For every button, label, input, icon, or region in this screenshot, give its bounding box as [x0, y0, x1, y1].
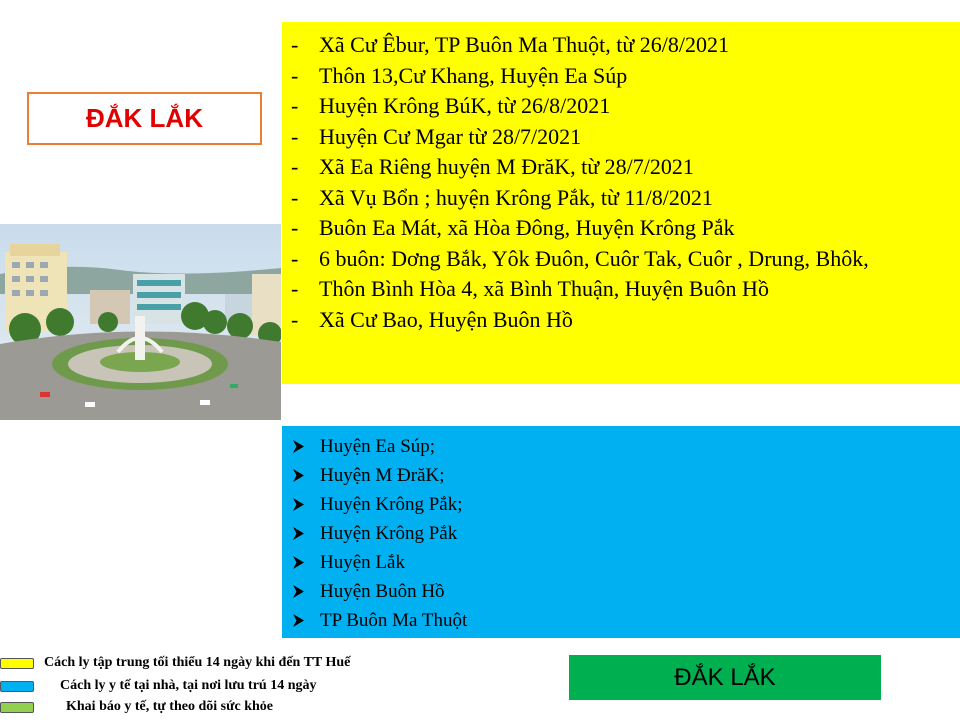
legend-swatch-green — [0, 702, 34, 713]
legend-label-blue: Cách ly y tế tại nhà, tại nơi lưu trú 14 ngày — [60, 678, 317, 693]
dash-bullet: - — [291, 184, 299, 210]
legend-row-green — [0, 696, 34, 718]
legend-swatch-blue — [0, 681, 34, 692]
list-item: - 6 buôn: Dơng Bắk, Yôk Đuôn, Cuôr Tak, Cuôr , Drung, Bhôk, — [282, 244, 940, 275]
dash-bullet: - — [291, 123, 299, 149]
arrow-bullet-icon — [292, 527, 305, 540]
list-item: Huyện Buôn Hồ — [282, 577, 960, 606]
dash-bullet: - — [291, 62, 299, 88]
legend-label-green: Khai báo y tế, tự theo dõi sức khỏe — [66, 699, 273, 714]
arrow-bullet-icon — [292, 556, 305, 569]
list-item: - Xã Vụ Bổn ; huyện Krông Pắk, từ 11/8/2021 — [282, 183, 940, 214]
legend-swatch-yellow — [0, 658, 34, 669]
arrow-bullet-icon — [292, 498, 305, 511]
list-item: Huyện Lắk — [282, 548, 960, 577]
list-item: - Huyện Cư Mgar từ 28/7/2021 — [282, 122, 940, 153]
arrow-bullet-icon — [292, 585, 305, 598]
list-item: Huyện M ĐrăK; — [282, 461, 960, 490]
yellow-list-panel — [282, 22, 960, 384]
arrow-bullet-icon — [292, 469, 305, 482]
list-item: - Huyện Krông BúK, từ 26/8/2021 — [282, 91, 940, 122]
list-item: - Xã Cư Êbur, TP Buôn Ma Thuột, từ 26/8/2021 — [282, 30, 940, 61]
dash-bullet: - — [291, 215, 299, 240]
legend — [0, 652, 480, 720]
legend-row-blue — [0, 675, 34, 697]
arrow-bullet-icon — [292, 614, 305, 627]
blue-district-list — [282, 432, 960, 635]
dash-bullet: - — [291, 306, 299, 332]
list-item: - Thôn 13,Cư Khang, Huyện Ea Súp — [282, 61, 940, 92]
dash-bullet: - — [291, 154, 299, 179]
list-item: Huyện Krông Pắk — [282, 519, 960, 548]
arrow-bullet-icon — [292, 440, 305, 453]
footer-province-label: ĐẮK LẮK — [569, 655, 881, 700]
dash-bullet: - — [291, 245, 299, 271]
list-item: Huyện Krông Pắk; — [282, 490, 960, 519]
list-item: - Thôn Bình Hòa 4, xã Bình Thuận, Huyện Buôn Hồ — [282, 274, 940, 305]
dash-bullet: - — [291, 93, 299, 118]
blue-list-panel — [282, 426, 960, 638]
city-roundabout-photo — [0, 224, 281, 420]
legend-label-yellow: Cách ly tập trung tối thiểu 14 ngày khi đến TT Huế — [44, 655, 351, 670]
list-item: TP Buôn Ma Thuột — [282, 606, 960, 635]
legend-row-yellow — [0, 652, 34, 674]
dash-bullet: - — [291, 276, 299, 301]
province-title: ĐẮK LẮK — [27, 92, 262, 145]
yellow-location-list — [282, 30, 940, 335]
list-item: - Buôn Ea Mát, xã Hòa Đông, Huyện Krông Pắk — [282, 213, 940, 244]
dash-bullet: - — [291, 32, 299, 57]
list-item: - Xã Ea Riêng huyện M ĐrăK, từ 28/7/2021 — [282, 152, 940, 183]
list-item: Huyện Ea Súp; — [282, 432, 960, 461]
list-item: - Xã Cư Bao, Huyện Buôn Hồ — [282, 305, 940, 336]
